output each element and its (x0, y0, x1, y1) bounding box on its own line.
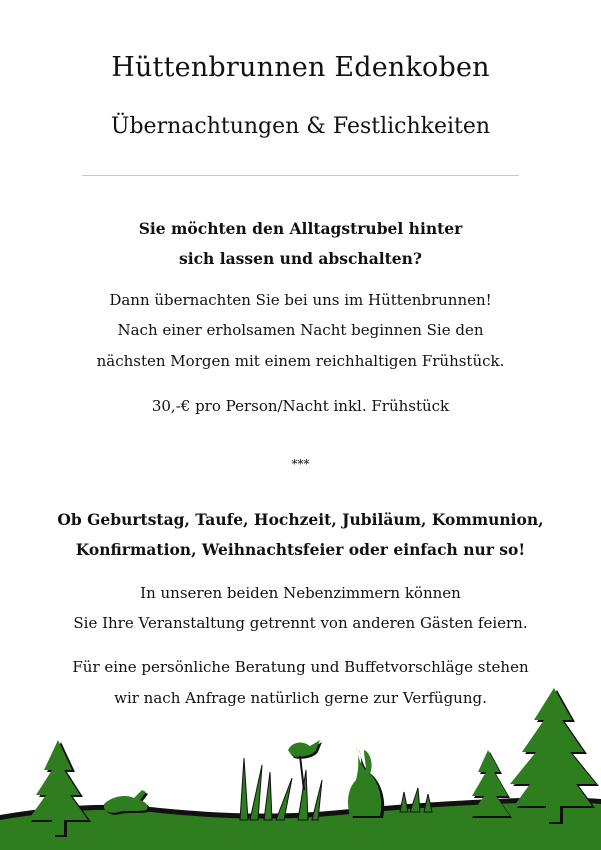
right-tree-icon (470, 688, 599, 824)
events-headline-line-1: Ob Geburtstag, Taufe, Hochzeit, Jubiläum, Kommunion, (57, 510, 544, 529)
events-body-line-1: In unseren beiden Nebenzimmern können (140, 584, 461, 602)
overnight-headline-line-2: sich lassen und abschalten? (178, 249, 423, 268)
overnight-price: 30,-€ pro Person/Nacht inkl. Frühstück (151, 397, 450, 415)
shrub-icon (400, 788, 432, 812)
rabbit-icon (348, 746, 384, 818)
hare-icon (104, 790, 150, 815)
page-subtitle: Übernachtungen & Festlichkeiten (110, 114, 491, 139)
page-title: Hüttenbrunnen Edenkoben (111, 52, 490, 83)
events-body-line-2: Sie Ihre Veranstaltung getrennt von anderen Gästen feiern. (73, 614, 528, 632)
overnight-body-line-3: nächsten Morgen mit einem reichhaltigen Frühstück. (96, 352, 505, 370)
overnight-body-line-1: Dann übernachten Sie bei uns im Hüttenbrunnen! (109, 291, 492, 309)
events-body-line-4: wir nach Anfrage natürlich gerne zur Verfügung. (114, 689, 487, 707)
events-headline-line-2: Konfirmation, Weihnachtsfeier oder einfach nur so! (75, 540, 526, 559)
events-body-line-3: Für eine persönliche Beratung und Buffetvorschläge stehen (72, 658, 529, 676)
section-separator: *** (291, 457, 310, 471)
title-divider (82, 175, 519, 176)
tall-grass-icon (240, 758, 322, 820)
meadow-illustration (0, 680, 601, 850)
overnight-body-line-2: Nach einer erholsamen Nacht beginnen Sie den (117, 321, 484, 339)
overnight-headline-line-1: Sie möchten den Alltagstrubel hinter (138, 219, 463, 238)
